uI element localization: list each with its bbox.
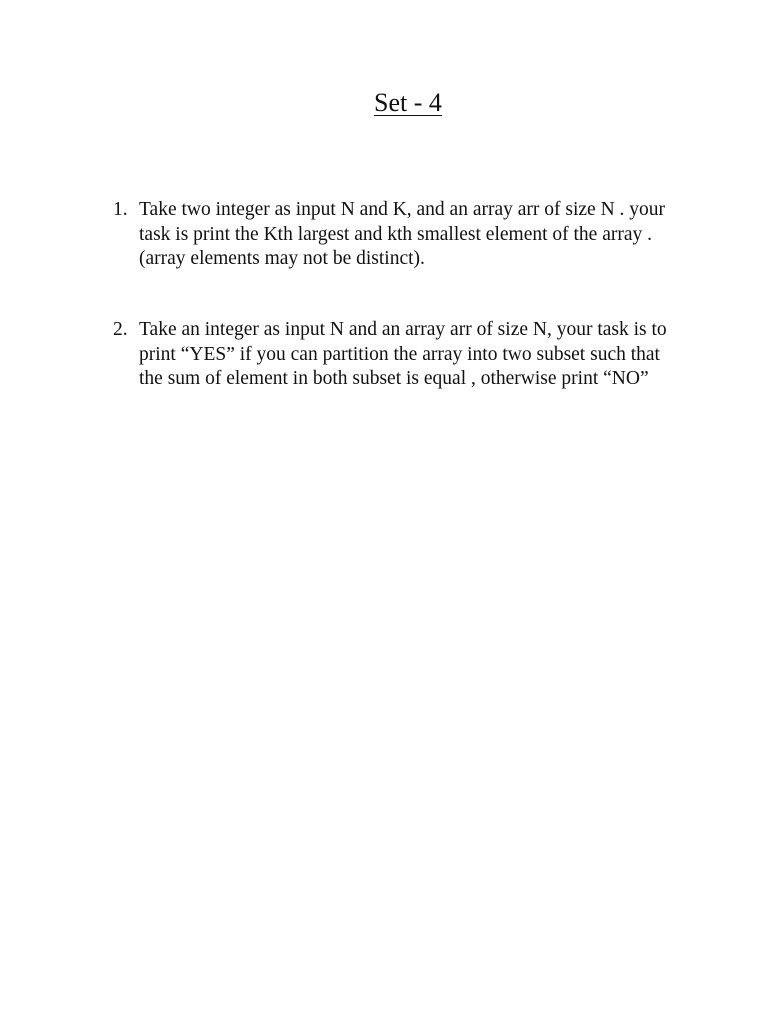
page-title-text: Set - 4 <box>374 88 442 117</box>
question-item-2 <box>113 318 683 392</box>
question-list-1 <box>113 198 683 272</box>
question-text-1: Take two integer as input N and K, and an array arr of size N . your task is print the Kth largest and kth smallest element of the array . (array elements may not be distinct). <box>139 199 666 269</box>
question-text-2: Take an integer as input N and an array arr of size N, your task is to print “YES” if you can partition the array into two subset such that the sum of element in both subset is equal , otherwise print “NO” <box>139 319 667 389</box>
question-number-1: 1. <box>113 199 128 220</box>
page-title <box>0 86 768 120</box>
question-number-2: 2. <box>113 319 128 340</box>
question-list-2 <box>113 318 683 392</box>
question-item-1 <box>113 198 683 272</box>
